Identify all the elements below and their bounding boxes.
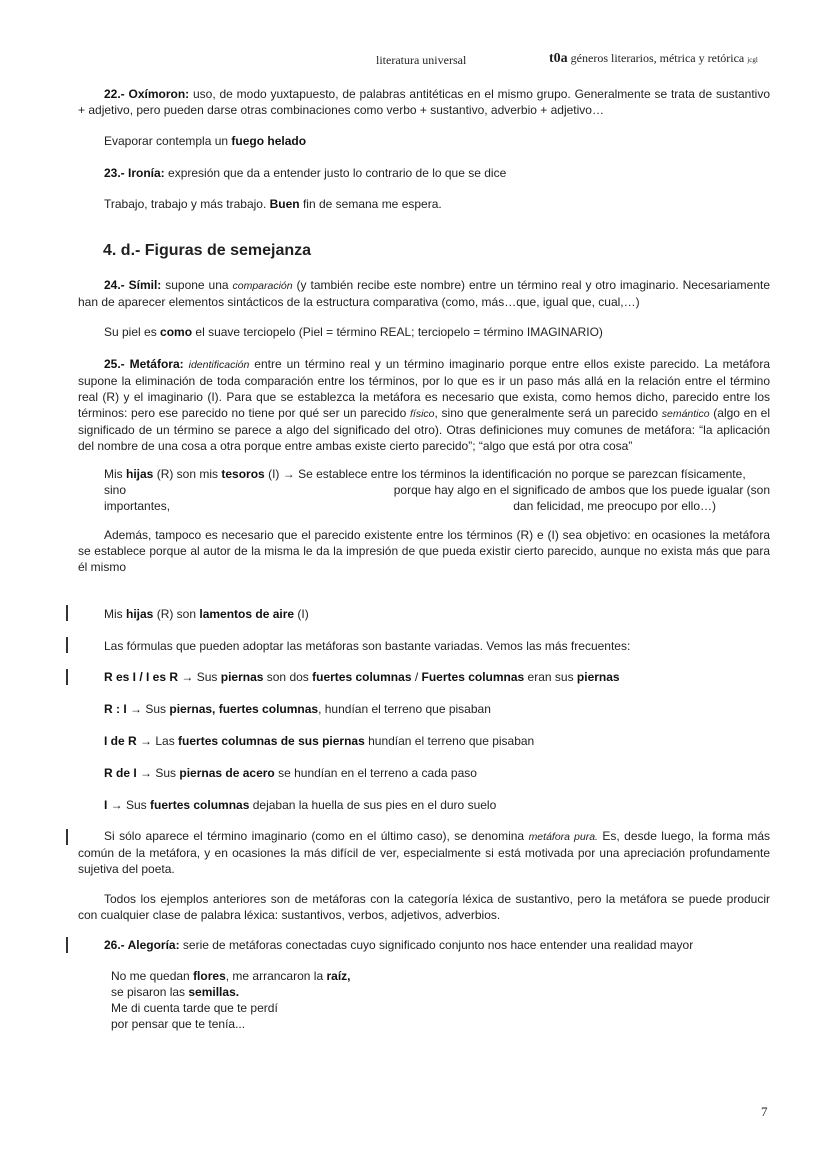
- formula-i-de-r: I de R → Las fuertes columnas de sus piernas hundían el terreno que pisaban: [104, 734, 535, 748]
- header-topic: géneros literarios, métrica y retórica: [570, 51, 745, 65]
- header-author: jcgl: [747, 56, 758, 64]
- example-hijas-tesoros: Mis hijas (R) son mis tesoros (I) → Se establece entre los términos la identificación no porque se parezcan físicamente,: [104, 467, 746, 481]
- paragraph-simil: 24.- Símil: supone una comparación (y también recibe este nombre) entre un término real y otro imaginario. Necesariamente han de aparecer elementos sintácticos de la estructura comparativa (como, más…que, igual que, cual,…): [78, 278, 770, 309]
- page-number: 7: [761, 1104, 768, 1119]
- formula-r-es-i: R es I / I es R → Sus piernas son dos fuertes columnas / Fuertes columnas eran sus piernas: [104, 670, 620, 684]
- formula-i: I → Sus fuertes columnas dejaban la huella de sus pies en el duro suelo: [104, 798, 497, 812]
- paragraph-ademas: Además, tampoco es necesario que el parecido existente entre los términos (R) e (I) sea objetivo: en ocasiones la metáfora se establece porque al autor de la misma le da la impresión de que pueda existir cierto parecido, aunque no exista más que para él mismo: [78, 528, 770, 574]
- paragraph-todos: Todos los ejemplos anteriores son de metáforas con la categoría léxica de sustantivo, pero la metáfora se puede producir con cualquier clase de palabra léxica: sustantivos, verbos, adjetivos, adverbios.: [78, 892, 770, 922]
- term-metafora: 25.- Metáfora:: [104, 357, 184, 371]
- change-bar: [66, 605, 68, 621]
- example-ironia: Trabajo, trabajo y más trabajo. Buen fin de semana me espera.: [104, 197, 442, 211]
- paragraph-metafora-pura: Si sólo aparece el término imaginario (como en el último caso), se denomina metáfora pura. Es, desde luego, la forma más común de la metáfora, y en ocasiones la más difícil de ver, especialmente si está motivada por una apreciación profundamente sujetiva del poeta.: [78, 829, 770, 876]
- formula-r-colon-i: R : I → Sus piernas, fuertes columnas, hundían el terreno que pisaban: [104, 702, 491, 716]
- formula-r-de-i: R de I → Sus piernas de acero se hundían en el terreno a cada paso: [104, 766, 477, 780]
- header-course: literatura universal: [376, 53, 467, 67]
- poem-line-4: por pensar que te tenía...: [111, 1017, 246, 1031]
- paragraph-metafora: 25.- Metáfora: identificación entre un término real y un término imaginario porque entre ellos existe parecido. La metáfora supone la eliminación de toda comparación entre los términos, por lo que es ir un paso más allá en la relación entre el término real (R) y el imaginario (I). Para que se establezca la metáfora es necesario que exista, como hemos dicho, parecido entre los términos: pero ese parecido no tiene por qué ser un parecido físico, sino que generalmente será un parecido semántico (algo en el significado de un término se parece a algo del significado del otro). Otras definiciones muy comunes de metáfora: “la aplicación del nombre de una cosa a otra porque entre ambas existe cierto parecido”; “algo que está por otra cosa”: [78, 357, 771, 453]
- header-title: [549, 51, 758, 67]
- paragraph-oximoron: 22.- Oxímoron: uso, de modo yuxtapuesto, de palabras antitéticas en el mismo grupo. Generalmente se trata de sustantivo + adjetivo, pero pueden darse otras combinaciones como verbo + sustantivo, adverbio + adjetivo…: [78, 87, 770, 117]
- term-ironia: 23.- Ironía:: [104, 166, 165, 180]
- term-simil: 24.- Símil:: [104, 278, 162, 292]
- example-oximoron: Evaporar contempla un fuego helado: [104, 134, 307, 148]
- poem-line-2: se pisaron las semillas.: [111, 985, 240, 999]
- header-code: t0a: [549, 51, 568, 66]
- change-bar: [66, 937, 68, 953]
- formulas-intro: Las fórmulas que pueden adoptar las metáforas son bastante variadas. Vemos las más frecuentes:: [104, 639, 631, 653]
- example-simil: Su piel es como el suave terciopelo (Piel = término REAL; terciopelo = término IMAGINARIO): [104, 325, 603, 339]
- term-oximoron: 22.- Oxímoron:: [104, 87, 190, 101]
- paragraph-ironia: 23.- Ironía: expresión que da a entender justo lo contrario de lo que se dice: [104, 166, 507, 180]
- term-alegoria: 26.- Alegoría:: [104, 938, 180, 952]
- paragraph-alegoria: 26.- Alegoría: serie de metáforas conectadas cuyo significado conjunto nos hace entender una realidad mayor: [104, 938, 694, 952]
- example-lamentos: Mis hijas (R) son lamentos de aire (I): [104, 607, 309, 621]
- example-hijas-line3: importantes, dan felicidad, me preocupo por ello…): [104, 499, 716, 513]
- change-bar: [66, 829, 68, 845]
- poem-line-1: No me quedan flores, me arrancaron la raíz,: [111, 969, 351, 983]
- section-title: 4. d.- Figuras de semejanza: [103, 242, 312, 259]
- change-bar: [66, 637, 68, 653]
- example-hijas-line2: sino porque hay algo en el significado de ambos que los puede igualar (son: [104, 483, 770, 497]
- change-bar: [66, 669, 68, 685]
- poem-line-3: Me di cuenta tarde que te perdí: [111, 1001, 278, 1015]
